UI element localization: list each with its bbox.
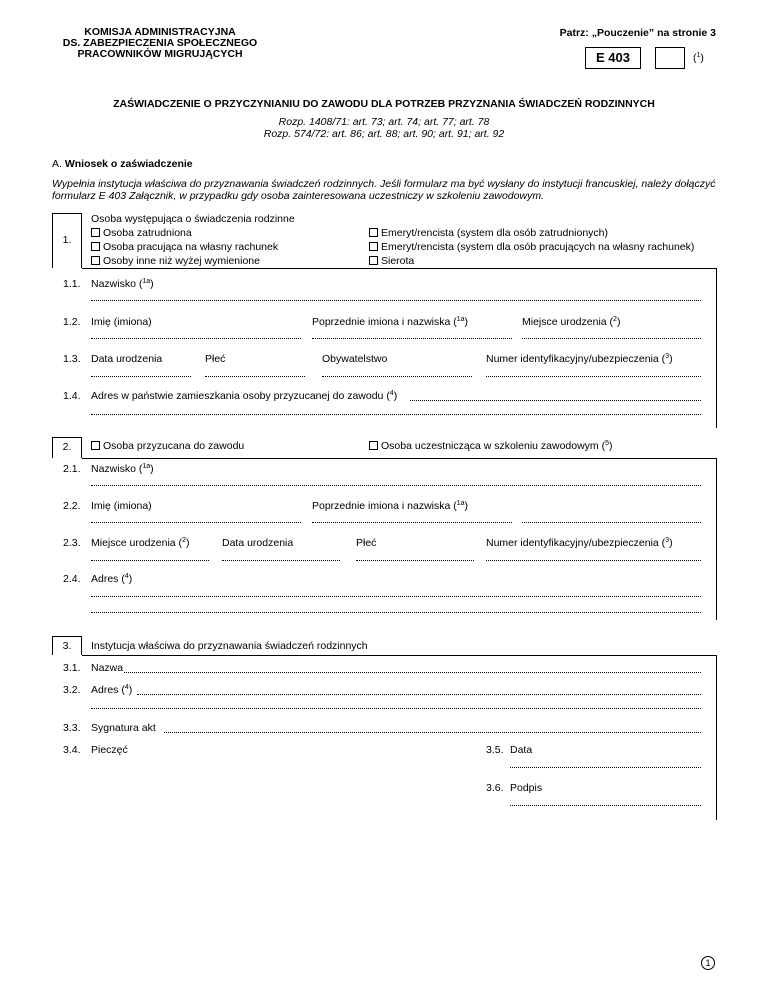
- file-reference-label: Sygnatura akt: [91, 722, 156, 734]
- applicant-option[interactable]: Emeryt/rencista (system dla osób zatrudnionych): [369, 227, 608, 239]
- first-name-input-line[interactable]: [91, 338, 301, 339]
- sex-label: Płeć: [205, 353, 226, 365]
- field-3-1-number: 3.1.: [63, 662, 81, 674]
- applicant-option[interactable]: Osoba zatrudniona: [91, 227, 192, 239]
- address-input-line[interactable]: [91, 596, 701, 597]
- section-1-number: 1.: [62, 234, 72, 246]
- field-3-5-number: 3.5.: [486, 744, 504, 756]
- field-3-4-number: 3.4.: [63, 744, 81, 756]
- checkbox[interactable]: [91, 242, 100, 251]
- id-number-label: Numer identyfikacyjny/ubezpieczenia ($^3$): [486, 537, 673, 549]
- signature-label: Podpis: [510, 782, 543, 794]
- field-2-1-number: 2.1.: [63, 463, 81, 475]
- form-code: E 403: [585, 47, 641, 69]
- address-input-line[interactable]: [410, 400, 701, 401]
- institution-name-label: Nazwa: [91, 662, 124, 674]
- regulation-line: Rozp. 1408/71: art. 73; art. 74; art. 77; art. 78: [278, 116, 490, 128]
- signature-input-line[interactable]: [510, 805, 701, 806]
- footnote-ref: ($^1$): [693, 52, 704, 64]
- address-label: Adres w państwie zamieszkania osoby przyzucanej do zawodu ($^4$): [91, 390, 398, 402]
- org-line-2: DS. ZABEZPIECZENIA SPOŁECZNEGO: [62, 37, 258, 49]
- birth-date-input-line[interactable]: [222, 560, 340, 561]
- surname-input-line[interactable]: [91, 300, 701, 301]
- date-label: Data: [510, 744, 533, 756]
- institution-address-input-line-2[interactable]: [91, 708, 701, 709]
- birth-date-label: Data urodzenia: [91, 353, 163, 365]
- section-2-number-box: [52, 437, 82, 458]
- checkbox[interactable]: [91, 256, 100, 265]
- section-3-frame: [82, 655, 717, 820]
- applicant-option[interactable]: Osoba pracująca na własny rachunek: [91, 241, 278, 253]
- field-1-3-number: 1.3.: [63, 353, 81, 365]
- id-number-label: Numer identyfikacyjny/ubezpieczenia ($^3$): [486, 353, 673, 365]
- field-3-2-number: 3.2.: [63, 684, 81, 696]
- first-name-label: Imię (imiona): [91, 316, 152, 328]
- org-line-3: PRACOWNIKÓW MIGRUJĄCYCH: [77, 48, 243, 60]
- previous-names-label: Poprzednie imiona i nazwiska ($^{1a}$): [312, 500, 469, 512]
- previous-names-input-line-2[interactable]: [522, 522, 701, 523]
- checkbox[interactable]: [91, 228, 100, 237]
- date-input-line[interactable]: [510, 767, 701, 768]
- field-1-1-number: 1.1.: [63, 278, 81, 290]
- checkbox[interactable]: [91, 441, 100, 450]
- section-1-frame: [82, 268, 717, 428]
- first-name-input-line[interactable]: [91, 522, 301, 523]
- first-name-label: Imię (imiona): [91, 500, 152, 512]
- applicant-option[interactable]: Emeryt/rencista (system dla osób pracujących na własny rachunek): [369, 241, 694, 253]
- place-of-birth-input-line[interactable]: [522, 338, 701, 339]
- section-3-number-box: [52, 636, 82, 655]
- address-label: Adres ($^4$): [91, 573, 133, 585]
- institution-address-input-line[interactable]: [137, 694, 701, 695]
- previous-names-input-line[interactable]: [312, 338, 512, 339]
- institution-name-input-line[interactable]: [124, 672, 701, 673]
- page-number: 1: [701, 956, 715, 970]
- field-3-3-number: 3.3.: [63, 722, 81, 734]
- instruction-reference: Patrz: „Pouczenie” na stronie 3: [559, 27, 716, 39]
- person-option[interactable]: Osoba przyzucana do zawodu: [91, 440, 244, 452]
- field-1-4-number: 1.4.: [63, 390, 81, 402]
- form-title: ZAŚWIADCZENIE O PRZYCZYNIANIU DO ZAWODU DLA POTRZEB PRZYZNANIA ŚWIADCZEŃ RODZINNYCH: [113, 98, 655, 110]
- stamp-label: Pieczęć: [91, 744, 128, 756]
- checkbox[interactable]: [369, 228, 378, 237]
- previous-names-label: Poprzednie imiona i nazwiska ($^{1a}$): [312, 316, 469, 328]
- address-input-line-2[interactable]: [91, 414, 701, 415]
- checkbox[interactable]: [369, 256, 378, 265]
- id-number-input-line[interactable]: [486, 560, 701, 561]
- field-2-3-number: 2.3.: [63, 537, 81, 549]
- section-1-number-box: [52, 213, 82, 268]
- institution-heading: Instytucja właściwa do przyznawania świadczeń rodzinnych: [91, 640, 368, 652]
- org-line-1: KOMISJA ADMINISTRACYJNA: [84, 26, 236, 38]
- birth-date-label: Data urodzenia: [222, 537, 294, 549]
- file-reference-input-line[interactable]: [164, 732, 701, 733]
- id-number-input-line[interactable]: [486, 376, 701, 377]
- nationality-label: Obywatelstwo: [322, 353, 388, 365]
- person-option[interactable]: Osoba uczestnicząca w szkoleniu zawodowym ($^5$): [369, 440, 613, 452]
- applicant-option[interactable]: Osoby inne niż wyżej wymienione: [91, 255, 260, 267]
- field-1-2-number: 1.2.: [63, 316, 81, 328]
- section-3-number: 3.: [62, 640, 72, 652]
- form-code-suffix-box[interactable]: [655, 47, 685, 69]
- previous-names-input-line[interactable]: [312, 522, 512, 523]
- regulation-line: Rozp. 574/72: art. 86; art. 88; art. 90; art. 91; art. 92: [263, 127, 505, 140]
- place-of-birth-input-line[interactable]: [91, 560, 209, 561]
- field-1-1-label: Nazwisko ($^{1a}$): [91, 278, 154, 290]
- checkbox[interactable]: [369, 441, 378, 450]
- issuing-body: [40, 27, 280, 60]
- applicant-heading: Osoba występująca o świadczenia rodzinne: [91, 213, 295, 225]
- field-2-2-number: 2.2.: [63, 500, 81, 512]
- institution-address-label: Adres ($^4$): [91, 684, 133, 696]
- regulations: [0, 117, 768, 140]
- applicant-option[interactable]: Sierota: [369, 255, 414, 267]
- checkbox[interactable]: [369, 242, 378, 251]
- sex-input-line[interactable]: [356, 560, 474, 561]
- birth-date-input-line[interactable]: [91, 376, 191, 377]
- field-2-4-number: 2.4.: [63, 573, 81, 585]
- sex-label: Płeć: [356, 537, 377, 549]
- section-a-intro: Wypełnia instytucja właściwa do przyznawania świadczeń rodzinnych. Jeśli formularz ma być wysłany do instytucji francuskiej, należy dołączyć formularz E 403 Załącznik, w przypadku gdy osoba zainteresowana uczestniczy w szkoleniu zawodowym.: [52, 178, 716, 202]
- section-2-number: 2.: [62, 441, 72, 453]
- place-of-birth-label: Miejsce urodzenia ($^2$): [522, 316, 621, 328]
- surname-input-line[interactable]: [91, 485, 701, 486]
- place-of-birth-label: Miejsce urodzenia ($^2$): [91, 537, 190, 549]
- surname-label: Nazwisko ($^{1a}$): [91, 463, 154, 475]
- address-input-line-2[interactable]: [91, 612, 701, 613]
- nationality-input-line[interactable]: [322, 376, 472, 377]
- sex-input-line[interactable]: [205, 376, 305, 377]
- section-a-heading: A. Wniosek o zaświadczenie: [52, 158, 193, 170]
- field-3-6-number: 3.6.: [486, 782, 504, 794]
